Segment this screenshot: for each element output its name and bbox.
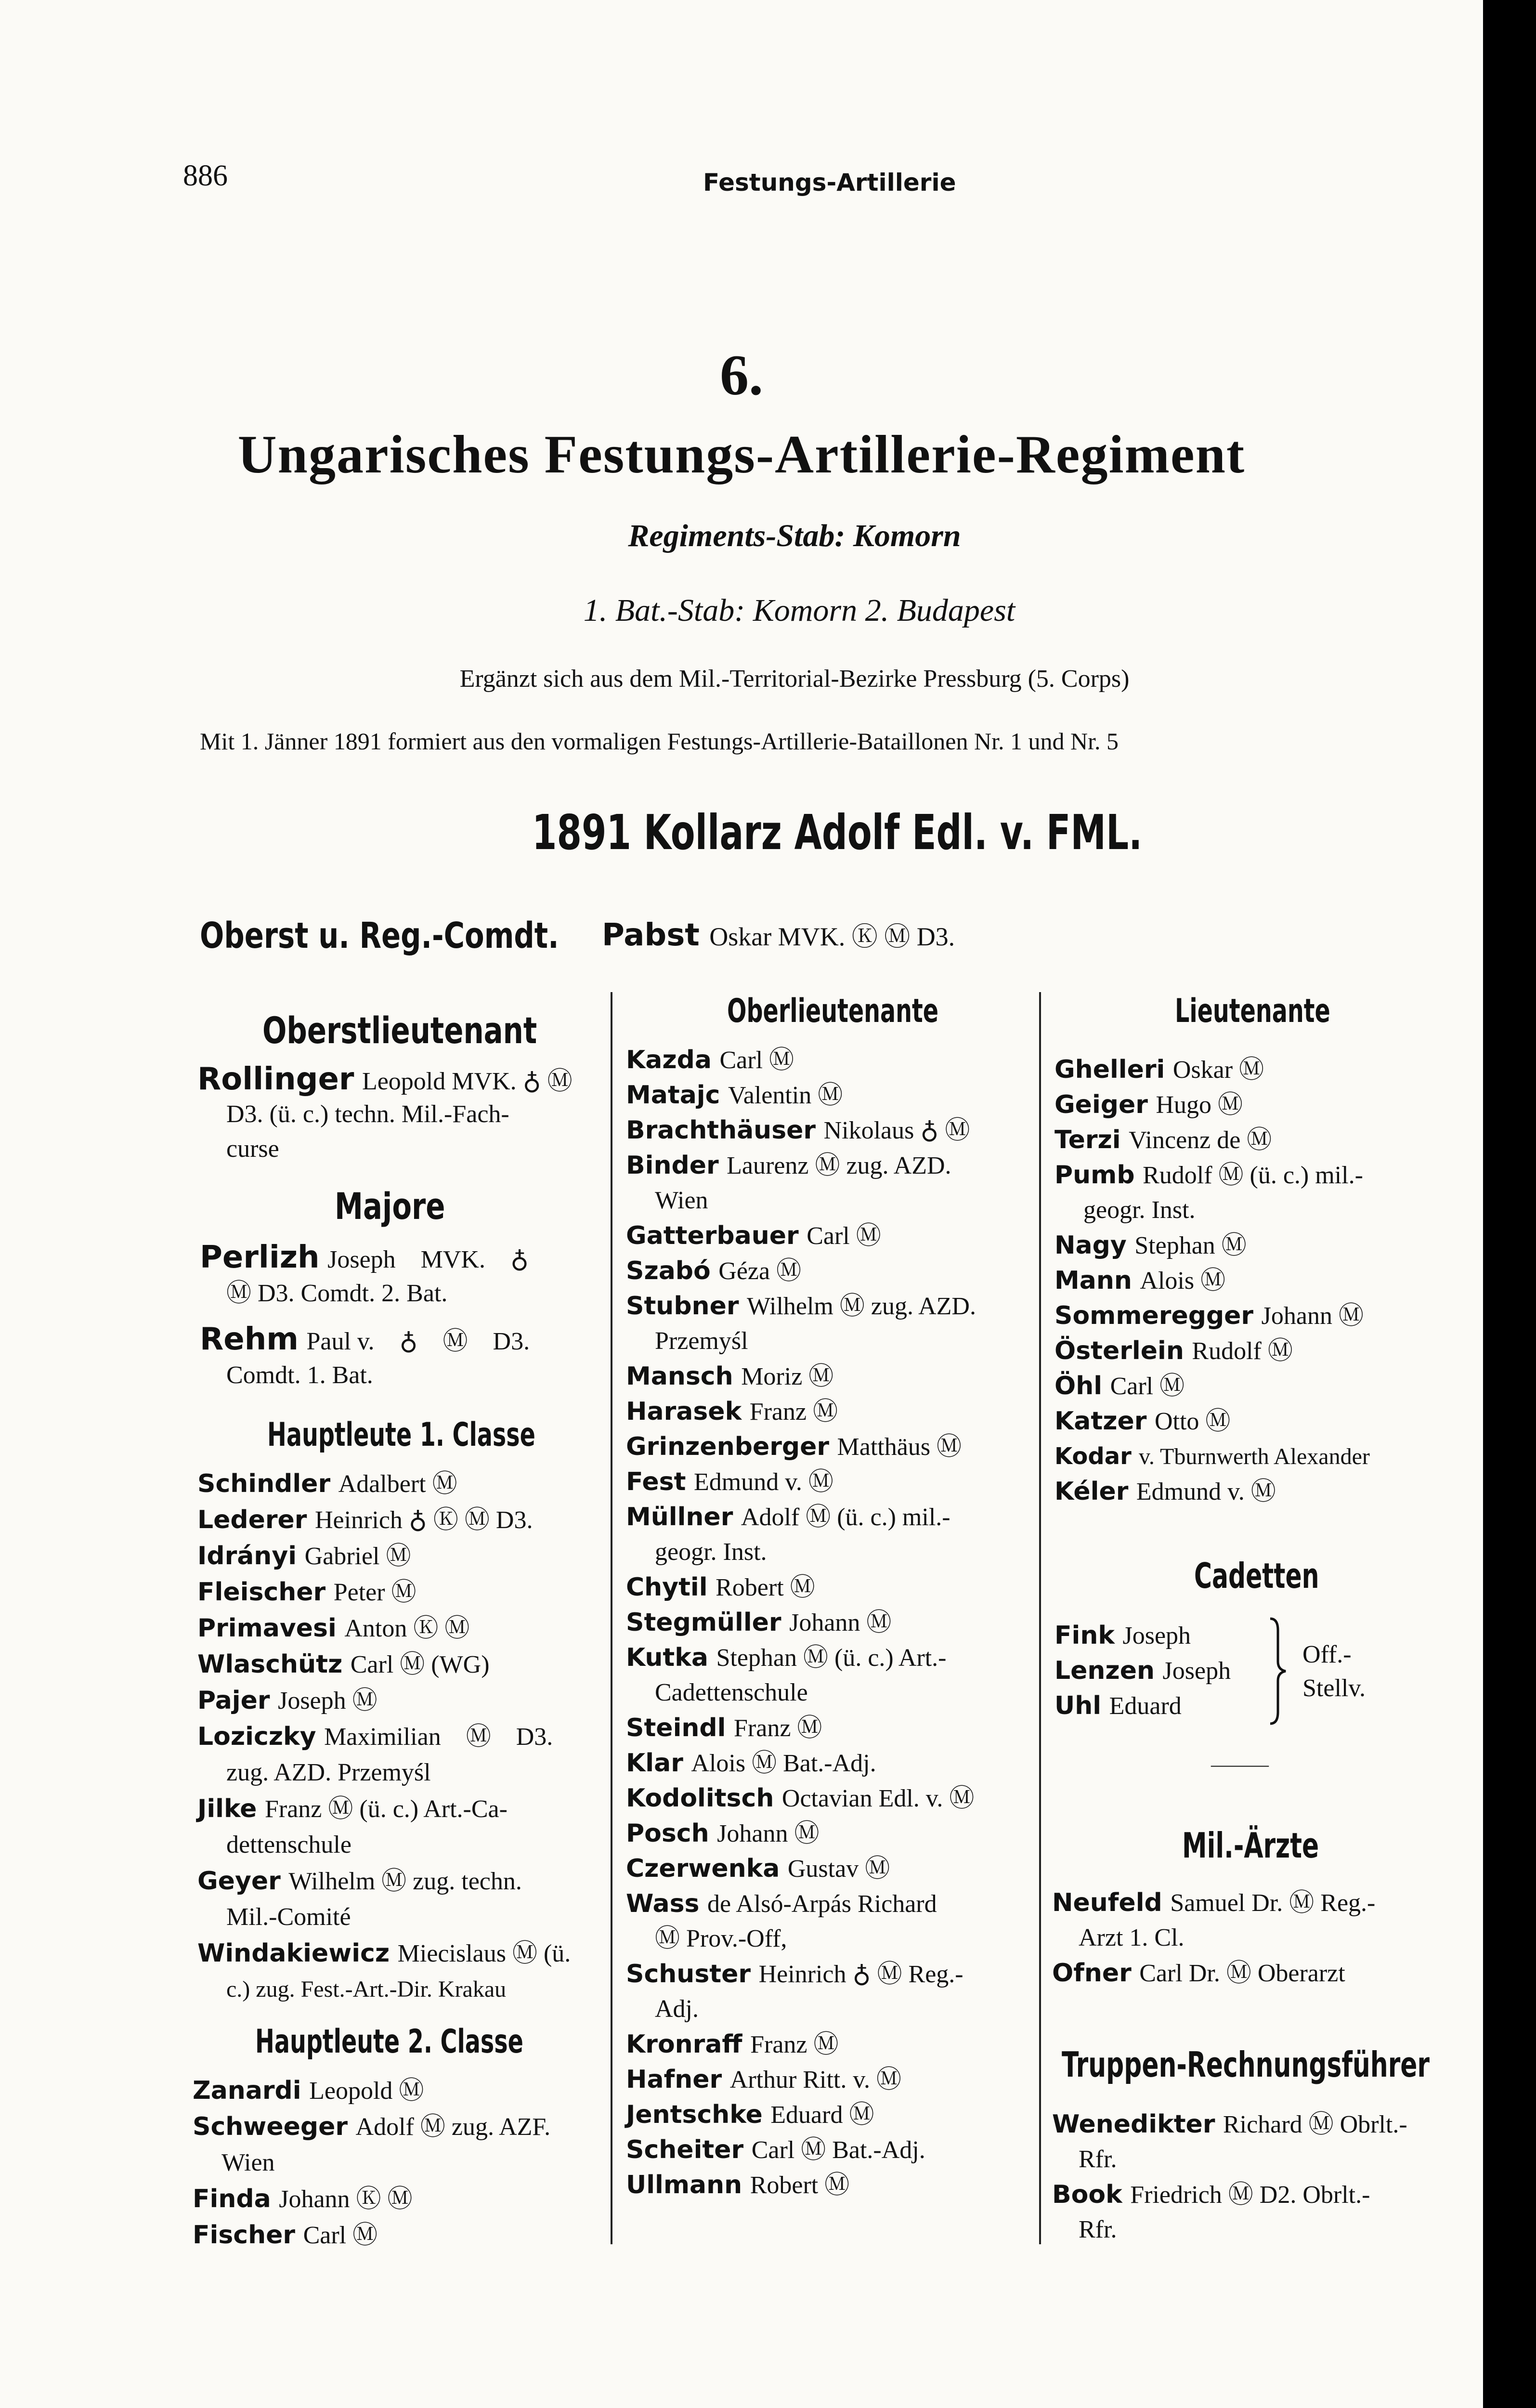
name: Fleischer — [197, 1578, 326, 1607]
name: Kodar — [1054, 1443, 1132, 1470]
list-item — [1052, 1885, 1375, 1921]
entry-cont: curse — [226, 1135, 279, 1163]
cadetten-note-2: Stellv. — [1302, 1675, 1366, 1702]
details: Rudolf Ⓜ — [1192, 1337, 1293, 1365]
name: Lederer — [197, 1505, 307, 1534]
name: Szabó — [626, 1256, 711, 1285]
name: Neufeld — [1052, 1888, 1162, 1917]
list-item — [626, 1465, 833, 1500]
separator: ——— — [1211, 1754, 1269, 1775]
details: Octavian Edl. v. Ⓜ — [781, 1785, 975, 1812]
heading-aerzte: Mil.-Ärzte — [1182, 1825, 1319, 1866]
details: Carl Ⓜ — [807, 1222, 881, 1250]
heading-truppen: Truppen-Rechnungsführer — [1062, 2044, 1430, 2085]
heading-lieutenante: Lieutenante — [1175, 992, 1330, 1030]
list-item — [626, 1218, 881, 1254]
oberst-details: Oskar MVK. Ⓚ Ⓜ D3. — [709, 922, 955, 951]
entry-cont: Cadettenschule — [655, 1679, 808, 1706]
details: Peter Ⓜ — [333, 1579, 417, 1606]
entry-cont: Wien — [221, 2149, 275, 2176]
inhaber-line: 1891 Kollarz Adolf Edl. v. FML. — [532, 804, 1143, 861]
list-item — [197, 1719, 553, 1754]
list-item — [626, 1746, 876, 1781]
details: Johann Ⓜ — [717, 1820, 820, 1847]
name: Fischer — [193, 2221, 296, 2250]
list-item — [1054, 1618, 1191, 1653]
details: Alois Ⓜ Bat.-Adj. — [691, 1750, 876, 1777]
details: Stephan Ⓜ — [1134, 1232, 1247, 1259]
name: Schweeger — [193, 2112, 348, 2141]
entry-cont: Rfr. — [1079, 2146, 1117, 2173]
entry-cont: Wien — [655, 1187, 708, 1214]
list-item — [626, 2097, 874, 2133]
entry-cont: Rfr. — [1079, 2216, 1117, 2243]
details: Adolf Ⓜ (ü. c.) mil.- — [741, 1504, 950, 1531]
details: Joseph Ⓜ — [278, 1687, 377, 1714]
details: Miecislaus Ⓜ (ü. — [397, 1940, 571, 1967]
details: Edmund v. Ⓜ — [694, 1468, 833, 1496]
name: Terzi — [1054, 1125, 1121, 1154]
details: Carl Ⓜ — [1110, 1373, 1185, 1400]
details: Franz Ⓜ (ü. c.) Art.-Ca- — [264, 1795, 508, 1823]
oberst-name: Pabst — [602, 917, 700, 953]
list-item — [1052, 2107, 1407, 2142]
name: Jentschke — [626, 2100, 763, 2129]
details: Wilhelm Ⓜ zug. techn. — [288, 1868, 522, 1895]
entry-cont: Ⓜ D3. Comdt. 2. Bat. — [226, 1280, 448, 1307]
name: Mansch — [626, 1362, 733, 1391]
list-item — [197, 1539, 411, 1574]
name: Book — [1052, 2180, 1122, 2209]
details: Wilhelm Ⓜ zug. AZD. — [747, 1293, 976, 1320]
list-item — [626, 1289, 976, 1324]
name: Matajc — [626, 1081, 720, 1110]
list-item — [197, 1792, 508, 1827]
name: Hafner — [626, 2065, 722, 2094]
details: Hugo Ⓜ — [1156, 1091, 1243, 1119]
heading-hauptleute-2: Hauptleute 2. Classe — [255, 2023, 523, 2061]
list-item — [1054, 1334, 1293, 1369]
staff-line: Regiments-Stab: Komorn — [628, 518, 961, 553]
cadetten-note-1: Off.- — [1302, 1641, 1352, 1668]
details: Franz Ⓜ — [750, 2031, 839, 2058]
details: Carl Ⓜ Bat.-Adj. — [751, 2136, 925, 2164]
list-item — [626, 1886, 937, 1922]
details: Alois Ⓜ — [1140, 1267, 1226, 1295]
list-item — [626, 1711, 822, 1746]
list-item — [626, 1078, 843, 1113]
list-item — [626, 1816, 820, 1851]
list-item — [1054, 1688, 1182, 1724]
name: Geyer — [197, 1867, 281, 1896]
name: Rollinger — [197, 1061, 354, 1097]
name: Mann — [1054, 1266, 1132, 1295]
heading-cadetten: Cadetten — [1194, 1556, 1319, 1596]
heading-oberlieutenante: Oberlieutenante — [727, 992, 939, 1030]
list-item — [626, 1429, 962, 1465]
name: Loziczky — [197, 1722, 316, 1751]
details: Valentin Ⓜ — [728, 1082, 843, 1109]
details: Otto Ⓜ — [1154, 1408, 1231, 1435]
name: Stubner — [626, 1292, 739, 1321]
details: Robert Ⓜ — [716, 1574, 815, 1601]
entry-cont: dettenschule — [226, 1831, 351, 1858]
name: Sommeregger — [1054, 1301, 1254, 1330]
name: Fink — [1054, 1621, 1115, 1650]
details: Eduard Ⓜ — [770, 2101, 874, 2129]
list-item — [626, 1043, 794, 1078]
name: Posch — [626, 1819, 709, 1848]
list-item — [626, 1851, 890, 1886]
name: Geiger — [1054, 1090, 1148, 1119]
details: Robert Ⓜ — [750, 2172, 850, 2199]
name: Müllner — [626, 1503, 733, 1531]
details: Joseph — [1122, 1622, 1191, 1649]
list-item — [626, 2027, 838, 2062]
list-item — [626, 1957, 963, 1992]
list-item — [1054, 1369, 1185, 1404]
entry-cont: Arzt 1. Cl. — [1079, 1924, 1185, 1951]
details: Franz Ⓜ — [749, 1398, 838, 1426]
entry-cont: D3. (ü. c.) techn. Mil.-Fach- — [226, 1100, 509, 1128]
name: Pumb — [1054, 1161, 1135, 1190]
list-item — [193, 2109, 550, 2145]
name: Wlaschütz — [197, 1650, 343, 1679]
list-item — [626, 1781, 974, 1816]
list-item — [197, 1936, 571, 1971]
name: Gatterbauer — [626, 1221, 799, 1250]
details: de Alsó-Arpás Richard — [707, 1890, 937, 1918]
details: Heinrich ♁ Ⓜ Reg.- — [758, 1961, 963, 1988]
name: Idrányi — [197, 1542, 297, 1570]
list-item — [1052, 2177, 1370, 2212]
name: Harasek — [626, 1397, 742, 1426]
list-item — [626, 1570, 815, 1605]
list-item — [197, 1575, 417, 1610]
details: Joseph MVK. ♁ — [327, 1246, 529, 1273]
name: Primavesi — [197, 1614, 337, 1643]
details: Franz Ⓜ — [734, 1714, 822, 1742]
details: v. Tburnwerth Alexander — [1139, 1444, 1370, 1469]
name: Windakiewicz — [197, 1939, 390, 1968]
details: Leopold Ⓜ — [309, 2077, 424, 2105]
list-item — [1054, 1404, 1230, 1439]
name: Uhl — [1054, 1691, 1102, 1720]
list-item — [626, 1394, 838, 1429]
details: Arthur Ritt. v. Ⓜ — [729, 2066, 901, 2094]
list-item — [197, 1647, 490, 1682]
brace — [1267, 1616, 1289, 1727]
details: Friedrich Ⓜ D2. Obrlt.- — [1130, 2181, 1370, 2209]
name: Öhl — [1054, 1372, 1103, 1400]
list-item — [197, 1683, 377, 1718]
details: Gabriel Ⓜ — [304, 1543, 411, 1570]
details: Géza Ⓜ — [718, 1257, 802, 1285]
name: Ullmann — [626, 2171, 742, 2199]
list-item — [193, 2218, 377, 2253]
name: Lenzen — [1054, 1656, 1155, 1685]
name: Wass — [626, 1889, 700, 1918]
list-item — [626, 1148, 951, 1183]
name: Österlein — [1054, 1336, 1184, 1365]
list-item — [626, 1640, 946, 1675]
list-item — [1054, 1298, 1364, 1334]
name: Fest — [626, 1467, 686, 1496]
details: Richard Ⓜ Obrlt.- — [1223, 2111, 1407, 2138]
entry-perlizh — [200, 1240, 529, 1277]
entry-rollinger — [197, 1062, 573, 1099]
list-item — [626, 1113, 970, 1148]
list-item — [193, 2073, 424, 2108]
name: Chytil — [626, 1573, 708, 1602]
name: Grinzenberger — [626, 1432, 829, 1461]
name: Kazda — [626, 1046, 712, 1074]
name: Kéler — [1054, 1477, 1129, 1506]
name: Scheiter — [626, 2135, 744, 2164]
details: Eduard — [1109, 1692, 1182, 1720]
details: Vincenz de Ⓜ — [1129, 1126, 1272, 1154]
list-item — [626, 1254, 801, 1289]
name: Schindler — [197, 1469, 331, 1498]
formation-line: Mit 1. Jänner 1891 formiert aus den vormaligen Festungs-Artillerie-Bataillonen Nr. 1 und Nr. 5 — [200, 728, 1119, 755]
details: Rudolf Ⓜ (ü. c.) mil.- — [1143, 1162, 1363, 1189]
details: Anton Ⓚ Ⓜ — [344, 1615, 470, 1642]
recruitment-line: Ergänzt sich aus dem Mil.-Territorial-Bezirke Pressburg (5. Corps) — [459, 665, 1130, 693]
heading-hauptleute-1: Hauptleute 1. Classe — [267, 1416, 535, 1454]
entry-cont: c.) zug. Fest.-Art.-Dir. Krakau — [226, 1976, 507, 2002]
details: Samuel Dr. Ⓜ Reg.- — [1170, 1889, 1376, 1917]
list-item — [1054, 1439, 1370, 1474]
heading-majore: Majore — [335, 1185, 445, 1228]
name: Jilke — [197, 1794, 257, 1823]
name: Kutka — [626, 1643, 708, 1672]
list-item — [197, 1466, 457, 1502]
entry-cont: geogr. Inst. — [655, 1538, 767, 1566]
name: Katzer — [1054, 1407, 1147, 1436]
battalion-staff-line: 1. Bat.-Stab: Komorn 2. Budapest — [583, 593, 1015, 628]
list-item — [1054, 1158, 1363, 1193]
details: Heinrich ♁ Ⓚ Ⓜ D3. — [314, 1506, 533, 1534]
list-item — [197, 1503, 533, 1538]
details: Carl Ⓜ — [303, 2222, 378, 2249]
details: Matthäus Ⓜ — [837, 1433, 962, 1461]
page-number: 886 — [183, 159, 228, 192]
details: Carl Dr. Ⓜ Oberarzt — [1139, 1960, 1345, 1987]
details: Edmund v. Ⓜ — [1136, 1478, 1276, 1505]
details: Paul v. ♁ Ⓜ D3. — [306, 1328, 530, 1355]
list-item — [1054, 1228, 1247, 1263]
running-head: Festungs-Artillerie — [703, 169, 956, 196]
name: Zanardi — [193, 2076, 301, 2105]
name: Steindl — [626, 1714, 726, 1742]
details: Oskar Ⓜ — [1172, 1056, 1264, 1084]
list-item — [626, 2133, 925, 2168]
column-rule-1 — [611, 992, 612, 2244]
list-item — [626, 1605, 891, 1640]
list-item — [626, 2168, 849, 2203]
name: Brachthäuser — [626, 1116, 816, 1145]
list-item — [1054, 1087, 1243, 1123]
name: Kodolitsch — [626, 1784, 774, 1813]
list-item — [193, 2182, 413, 2217]
details: Johann Ⓜ — [789, 1609, 892, 1636]
name: Wenedikter — [1052, 2110, 1215, 2139]
details: Johann Ⓜ — [1261, 1302, 1364, 1330]
name: Kronraff — [626, 2030, 742, 2059]
regiment-number: 6. — [720, 343, 763, 407]
list-item — [1054, 1123, 1272, 1158]
list-item — [1052, 1956, 1345, 1991]
details: Leopold MVK. ♁ Ⓜ — [362, 1068, 573, 1095]
name: Rehm — [200, 1322, 299, 1357]
name: Ofner — [1052, 1959, 1132, 1988]
entry-cont: Mil.-Comité — [226, 1903, 351, 1931]
details: Carl Ⓜ — [719, 1047, 794, 1074]
name: Nagy — [1054, 1231, 1127, 1260]
name: Pajer — [197, 1686, 270, 1715]
details: Joseph — [1162, 1657, 1231, 1685]
name: Ghelleri — [1054, 1055, 1165, 1084]
name: Schuster — [626, 1960, 751, 1989]
entry-cont: Przemyśl — [655, 1327, 748, 1355]
details: Adolf Ⓜ zug. AZF. — [355, 2113, 551, 2141]
regiment-title: Ungarisches Festungs-Artillerie-Regiment — [237, 425, 1246, 484]
oberst-label: Oberst u. Reg.-Comdt. — [200, 915, 559, 956]
name: Perlizh — [200, 1240, 320, 1275]
details: Adalbert Ⓜ — [338, 1470, 457, 1498]
name: Klar — [626, 1749, 683, 1778]
entry-cont: geogr. Inst. — [1083, 1196, 1196, 1224]
details: Johann Ⓚ Ⓜ — [279, 2186, 413, 2213]
column-rule-2 — [1039, 992, 1041, 2244]
details: Laurenz Ⓜ zug. AZD. — [727, 1152, 951, 1179]
list-item — [1054, 1653, 1231, 1688]
details: Gustav Ⓜ — [787, 1855, 890, 1883]
list-item — [1054, 1263, 1225, 1298]
details: Maximilian Ⓜ D3. — [324, 1723, 553, 1751]
list-item — [197, 1864, 522, 1899]
entry-rehm — [200, 1322, 530, 1359]
name: Stegmüller — [626, 1608, 781, 1637]
list-item — [1054, 1052, 1264, 1087]
list-item — [626, 2062, 901, 2097]
details: Nikolaus ♁ Ⓜ — [823, 1117, 970, 1144]
name: Binder — [626, 1151, 719, 1180]
entry-cont: Comdt. 1. Bat. — [226, 1361, 373, 1389]
list-item — [197, 1611, 469, 1646]
entry-cont: Adj. — [655, 1995, 699, 2023]
list-item — [626, 1359, 833, 1394]
name: Czerwenka — [626, 1854, 780, 1883]
heading-oberstleutnant: Oberstlieutenant — [262, 1009, 537, 1052]
details: Stephan Ⓜ (ü. c.) Art.- — [716, 1644, 947, 1672]
oberst-entry — [602, 916, 955, 953]
entry-cont: Ⓜ Prov.-Off, — [655, 1925, 787, 1952]
details: Carl Ⓜ (WG) — [350, 1651, 490, 1678]
list-item — [626, 1500, 950, 1535]
entry-cont: zug. AZD. Przemyśl — [226, 1759, 431, 1786]
name: Finda — [193, 2185, 271, 2213]
list-item — [1054, 1474, 1276, 1509]
details: Moriz Ⓜ — [741, 1363, 834, 1390]
